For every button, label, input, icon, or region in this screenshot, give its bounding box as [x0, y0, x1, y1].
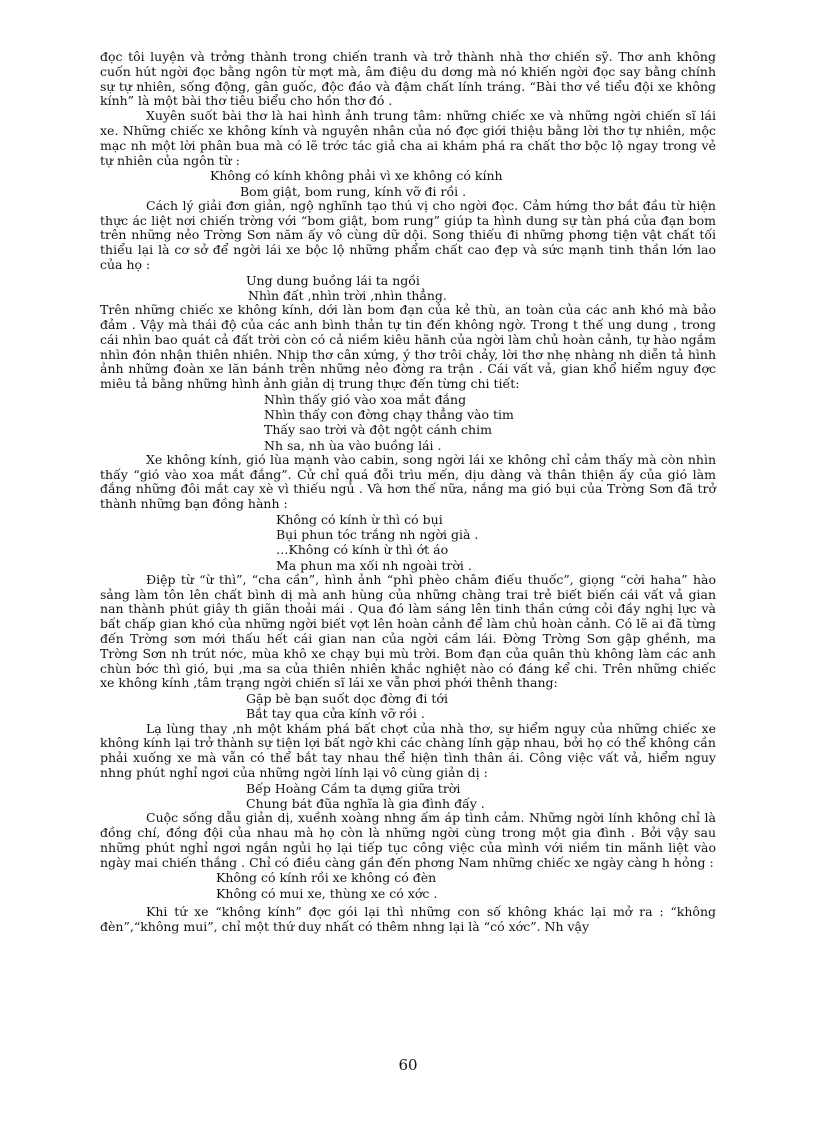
paragraph-7: Lạ lùng thay ,nh một khám phá bất chợt của nhà thơ, sự hiểm nguy của những chiếc xe không kính lại trở thành sự tiện lợi bất ngờ khi các chàng lính gặp nhau, bởi họ có thể không cần phải xuống xe mà vẫn có thể bắt tay nhau thể hiện tình thân ái. Công việc vất vả, hiểm nguy nhng phút nghỉ ngơi của những ngời lính lại vô cùng giản dị :: [100, 720, 716, 780]
paragraph-6: Điệp từ “ừ thì”, “cha cần”, hình ảnh “phì phèo châm điếu thuốc”, giọng “cời haha” hào sảng làm tôn lên chất bình dị mà anh hùng của những chàng trai trẻ biết biến cái vất vả gian nan thành phút giây th giãn thoải mái . Qua đó làm sáng lên tinh thần cứng cỏi đầy nghị lực và bất chấp gian khó của những ngời biết vợt lên hoàn cảnh để làm chủ hoàn cảnh. Có lẽ ai đã từng đến Trờng sơn mới thấu hết cái gian nan của ngời cầm lái. Đờng Trờng Sơn gập ghềnh, ma Trờng Sơn nh trút nớc, mùa khô xe chạy bụi mù trời. Bom đạn của quân thù không làm các anh chùn bớc thì gió, bụi ,ma sa của thiên nhiên khắc nghiệt nào có đáng kể chi. Trên những chiếc xe không kính ,tâm trạng ngời chiến sĩ lái xe vẫn phơi phới thênh thang:: [100, 571, 716, 691]
poem-line: Không có kính không phải vì xe không có kính: [210, 168, 503, 184]
paragraph-1: đọc tôi luyện và trởng thành trong chiến tranh và trở thành nhà thơ chiến sỹ. Thơ anh không cuốn hút ngời đọc bằng ngôn từ mợt mà, âm điệu du dơng mà nó khiến ngời đọc say bằng chính sự tự nhiên, sống động, gân guốc, độc đáo và đậm chất lính tráng. “Bài thơ về tiểu đội xe không kính” là một bài thơ tiêu biểu cho hồn thơ đó .: [100, 49, 716, 109]
paragraph-9: Khi tứ xe “không kính” đợc gói lại thì những con số không khác lại mở ra : “không đèn”,“không mui”, chỉ một thứ duy nhất có thêm nhng lại là “có xớc”. Nh vậy: [100, 903, 716, 934]
poem-line: Không có mui xe, thùng xe có xớc .: [216, 885, 438, 901]
poem-line: Nh sa, nh ùa vào buồng lái .: [264, 437, 442, 453]
paragraph-4: Trên những chiếc xe không kính, dới làn bom đạn của kẻ thù, an toàn của các anh khó mà bảo đảm . Vậy mà thái độ của các anh bình thản tự tin đến không ngờ. Trong t thế ung dung , trong cái nhìn bao quát cả đất trời còn có cả niềm kiêu hãnh của ngời làm chủ hoàn cảnh, tự hào ngắm nhìn đón nhận thiên nhiên. Nhịp thơ cân xứng, ý thơ trôi chảy, lời thơ nhẹ nhàng nh diễn tả hình ảnh những đoàn xe lăn bánh trên những nẻo đờng ra trận . Cái vất vả, gian khổ hiểm nguy đợc miêu tả bằng những hình ảnh giản dị trung thực đến từng chi tiết:: [100, 302, 716, 392]
page-number: 60: [398, 1056, 418, 1074]
poem-line: Nhìn đất ,nhìn trời ,nhìn thẳng.: [248, 287, 447, 303]
poem-stanza-5: [100, 691, 716, 721]
poem-stanza-6: [100, 781, 716, 811]
poem-line: Bụi phun tóc trắng nh ngời già .: [276, 527, 479, 543]
poem-line: …Không có kính ừ thì ớt áo: [276, 542, 449, 558]
poem-line: Nhìn thấy con đờng chạy thẳng vào tim: [264, 407, 514, 423]
poem-line: Bếp Hoàng Cầm ta dựng giữa trời: [246, 780, 461, 796]
poem-stanza-2: [100, 273, 716, 303]
paragraph-3: Cách lý giải đơn giản, ngộ nghĩnh tạo thú vị cho ngời đọc. Cảm hứng thơ bắt đầu từ hiện thực ác liệt nơi chiến trờng với “bom giật, bom rung” giúp ta hình dung sự tàn phá của đạn bom trên những nẻo Trờng Sơn năm ấy vô cùng dữ dội. Song thiếu đi những phơng tiện vật chất tối thiểu lại là cơ sở để ngời lái xe bộc lộ những phẩm chất cao đẹp và sức mạnh tinh thần lớn lao của họ :: [100, 197, 716, 272]
poem-line: Nhìn thấy gió vào xoa mắt đắng: [264, 391, 467, 407]
document-page: [100, 50, 716, 934]
poem-stanza-4: [100, 512, 716, 573]
paragraph-2: Xuyên suốt bài thơ là hai hình ảnh trung tâm: những chiếc xe và những ngời chiến sĩ lái xe. Những chiếc xe không kính và nguyên nhân của nó đợc giới thiệu bằng lời thơ tự nhiên, mộc mạc nh một lời phân bua mà có lẽ trớc tác giả cha ai khám phá ra chất thơ bộc lộ ngay trong vẻ tự nhiên của ngôn từ :: [100, 108, 716, 168]
poem-line: Ung dung buồng lái ta ngồi: [246, 272, 420, 288]
poem-stanza-1: [100, 168, 716, 198]
paragraph-8: Cuộc sống dẫu giản dị, xuềnh xoàng nhng ấm áp tình cảm. Những ngời lính không chỉ là đồng chí, đồng đội của nhau mà họ còn là những ngời cùng trong một gia đình . Bởi vậy sau những phút nghỉ ngơi ngắn ngủi họ lại tiếp tục công việc của mình với niềm tin mãnh liệt vào ngày mai chiến thắng . Chỉ có điều càng gần đến phơng Nam những chiếc xe ngày càng h hỏng :: [100, 810, 716, 870]
poem-line: Gặp bè bạn suốt dọc đờng đi tới: [246, 691, 448, 707]
poem-line: Bắt tay qua cửa kính vỡ rồi .: [246, 706, 425, 722]
poem-line: Bom giật, bom rung, kính vỡ đi rồi .: [240, 183, 467, 199]
poem-stanza-3: [100, 392, 716, 453]
poem-stanza-7: [100, 870, 716, 900]
poem-line: Không có kính ừ thì có bụi: [276, 511, 443, 527]
poem-line: Chung bát đũa nghĩa là gia đình đấy .: [246, 795, 485, 811]
poem-line: Ma phun ma xối nh ngoài trời .: [276, 557, 472, 573]
poem-line: Không có kính rồi xe không có đèn: [216, 870, 437, 886]
paragraph-5: Xe không kính, gió lùa mạnh vào cabin, song ngời lái xe không chỉ cảm thấy mà còn nhìn thấy “gió vào xoa mắt đắng”. Cử chỉ quá đỗi trìu mến, dịu dàng và thân thiện ấy của gió làm đắng những đôi mắt cay xè vì thiếu ngủ . Và hơn thế nữa, nắng ma gió bụi của Trờng Sơn đã trở thành những bạn đồng hành :: [100, 451, 716, 512]
poem-line: Thấy sao trời và đột ngột cánh chim: [264, 422, 492, 438]
